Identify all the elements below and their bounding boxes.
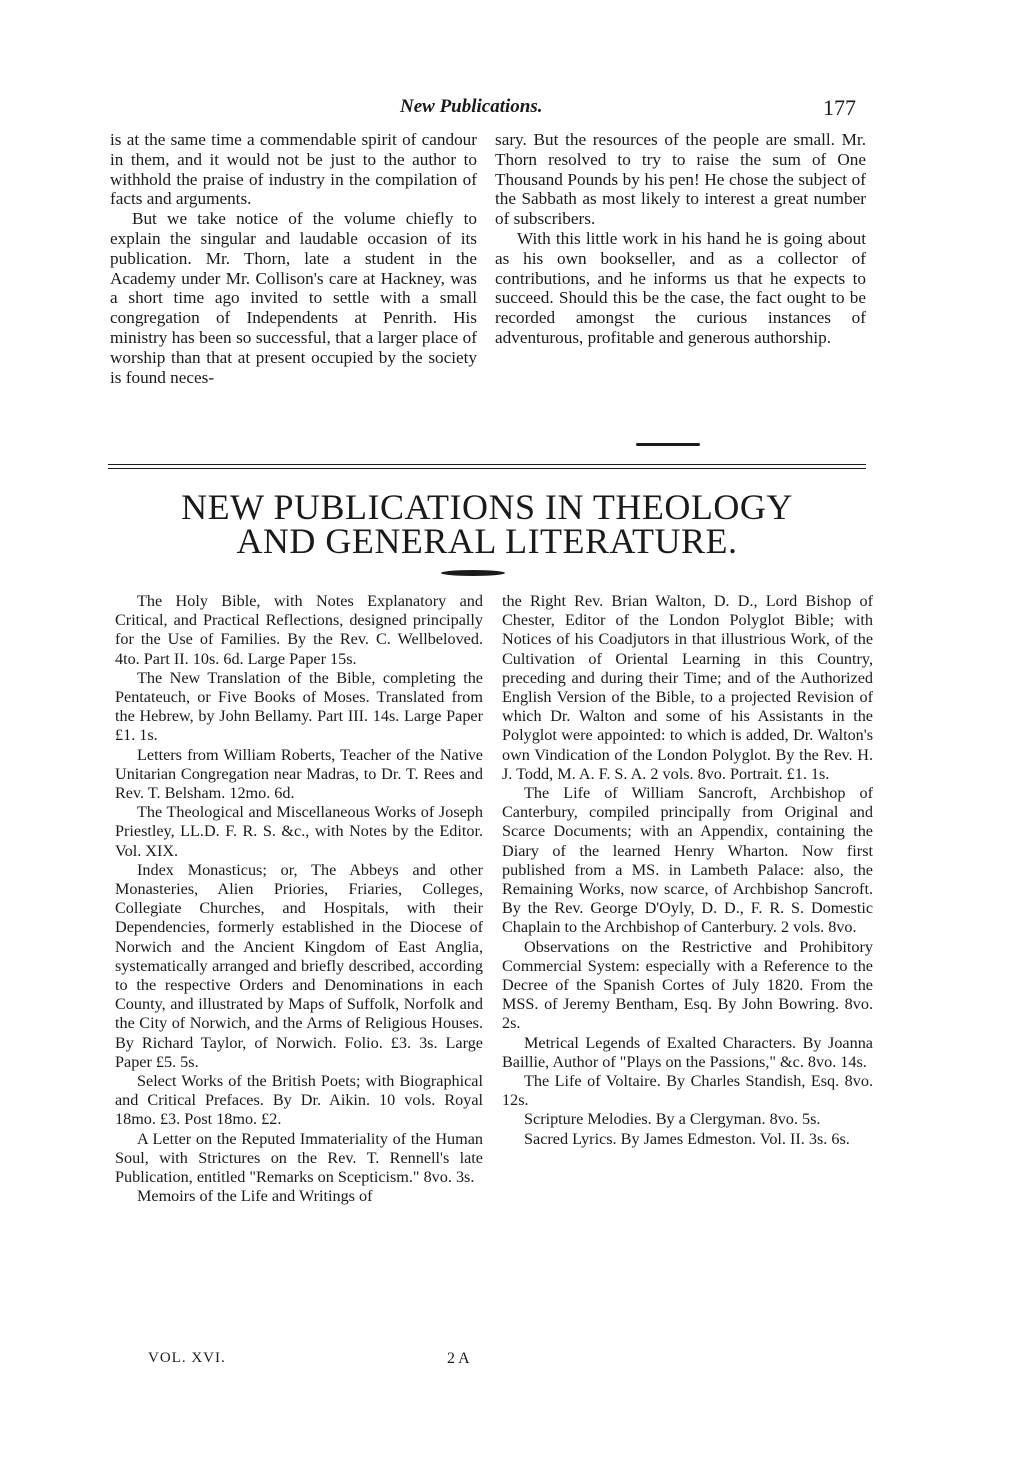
listing-entry: Scripture Melodies. By a Clergyman. 8vo. 5s. — [524, 1110, 821, 1129]
article-paragraph: is at the same time a commendable spirit of candour in them, and it would not be just to the author to withhold the praise of industry in the compilation of facts and arguments. — [110, 130, 477, 209]
page-number: 177 — [823, 95, 856, 120]
listing-entry: The New Translation of the Bible, completing the Pentateuch, or Five Books of Moses. Translated from the Hebrew, by John Bellamy. Part III. 14s. Large Paper £1. 1s. — [115, 668, 483, 745]
listing-entry: The Theological and Miscellaneous Works of Joseph Priestley, LL.D. F. R. S. &c., with Notes by the Editor. Vol. XIX. — [115, 803, 483, 860]
article-right-column — [495, 130, 866, 348]
running-title: New Publications. — [400, 96, 543, 117]
section-heading-line2: AND GENERAL LITERATURE. — [236, 521, 738, 561]
volume-footer: VOL. XVI. — [148, 1350, 226, 1366]
listing-entry: The Holy Bible, with Notes Explanatory and Critical, and Practical Reflections, designed principally for the Use of Families. By the Rev. C. Wellbeloved. 4to. Part II. 10s. 6d. Large Paper 15s. — [115, 592, 483, 668]
article-paragraph: But we take notice of the volume chiefly to explain the singular and laudable occasion of its publication. Mr. Thorn, late a student in the Academy under Mr. Collison's care at Hackney, was a short time ago invited to settle with a small congregation of Independents at Penrith. His ministry has been so successful, that a larger place of worship than that at present occupied by the society is found neces- — [110, 209, 477, 387]
listings-left-column — [115, 592, 483, 1207]
listing-entry: Select Works of the British Poets; with Biographical and Critical Prefaces. By Dr. Aikin. 10 vols. Royal 18mo. £3. Post 18mo. £2. — [115, 1072, 483, 1129]
article-paragraph: With this little work in his hand he is going about as his own bookseller, and as a collector of contributions, and he informs us that he expects to succeed. Should this be the case, the fact ought to be recorded amongst the curious instances of adventurous, profitable and generous authorship. — [495, 228, 866, 347]
listing-entry: A Letter on the Reputed Immateriality of the Human Soul, with Strictures on the Rev. T. Rennell's late Publication, entitled "Remarks on Scepticism." 8vo. 3s. — [115, 1129, 483, 1187]
section-divider-top — [108, 464, 866, 465]
listings-right-column — [502, 592, 873, 1149]
listing-entry: the Right Rev. Brian Walton, D. D., Lord Bishop of Chester, Editor of the London Polyglot Bible; with Notices of his Coadjutors in that illustrious Work, of the Cultivation of Oriental Learning in this Country, preceding and during their Time; and of the Authorized English Version of the Bible, to a projected Revision of which Dr. Walton and some of his Assistants in the Polyglot were appointed: to which is added, Dr. Walton's own Vindication of the London Polyglot. By the Rev. H. J. Todd, M. A. F. S. A. 2 vols. 8vo. Portrait. £1. 1s. — [502, 592, 873, 783]
listing-entry: Letters from William Roberts, Teacher of the Native Unitarian Congregation near Madras, to Dr. T. Rees and Rev. T. Belsham. 12mo. 6d. — [115, 745, 483, 803]
listing-entry: Metrical Legends of Exalted Characters. By Joanna Baillie, Author of "Plays on the Passions," &c. 8vo. 14s. — [502, 1033, 873, 1071]
heading-ornament — [441, 570, 505, 576]
article-paragraph: sary. But the resources of the people are small. Mr. Thorn resolved to try to raise the sum of One Thousand Pounds by his pen! He chose the subject of the Sabbath as most likely to interest a great number of subscribers. — [495, 130, 866, 229]
article-left-column — [110, 130, 477, 387]
article-end-rule — [636, 443, 700, 446]
section-heading-line1: NEW PUBLICATIONS IN THEOLOGY — [181, 487, 793, 527]
listing-entry: Memoirs of the Life and Writings of — [137, 1187, 373, 1206]
listing-entry: Sacred Lyrics. By James Edmeston. Vol. II. 3s. 6s. — [524, 1129, 850, 1148]
listing-entry: The Life of William Sancroft, Archbishop of Canterbury, compiled principally from Original and Scarce Documents; with an Appendix, containing the Diary of the learned Henry Wharton. Now first published from a MS. in Lambeth Palace: also, the Remaining Works, now scarce, of Archbishop Sancroft. By the Rev. George D'Oyly, D. D., F. R. S. Domestic Chaplain to the Archbishop of Canterbury. 2 vols. 8vo. — [502, 784, 873, 937]
listing-entry: The Life of Voltaire. By Charles Standish, Esq. 8vo. 12s. — [502, 1072, 873, 1110]
section-heading — [108, 487, 866, 561]
listing-entry: Index Monasticus; or, The Abbeys and other Monasteries, Alien Priories, Friaries, Colleges, Collegiate Churches, and Hospitals, with their Dependencies, formerly established in the Diocese of Norwich and the Ancient Kingdom of East Anglia, systematically arranged and briefly described, according to the respective Orders and Denominations in each County, and illustrated by Maps of Suffolk, Norfolk and the City of Norwich, and the Arms of Religious Houses. By Richard Taylor, of Norwich. Folio. £3. 3s. Large Paper £5. 5s. — [115, 860, 483, 1071]
listing-entry: Observations on the Restrictive and Prohibitory Commercial System: especially with a Reference to the Decree of the Spanish Cortes of July 1820. From the MSS. of Jeremy Bentham, Esq. By John Bowring. 8vo. 2s. — [502, 937, 873, 1033]
section-divider-bottom — [108, 468, 866, 469]
signature-mark: 2 A — [447, 1350, 470, 1367]
